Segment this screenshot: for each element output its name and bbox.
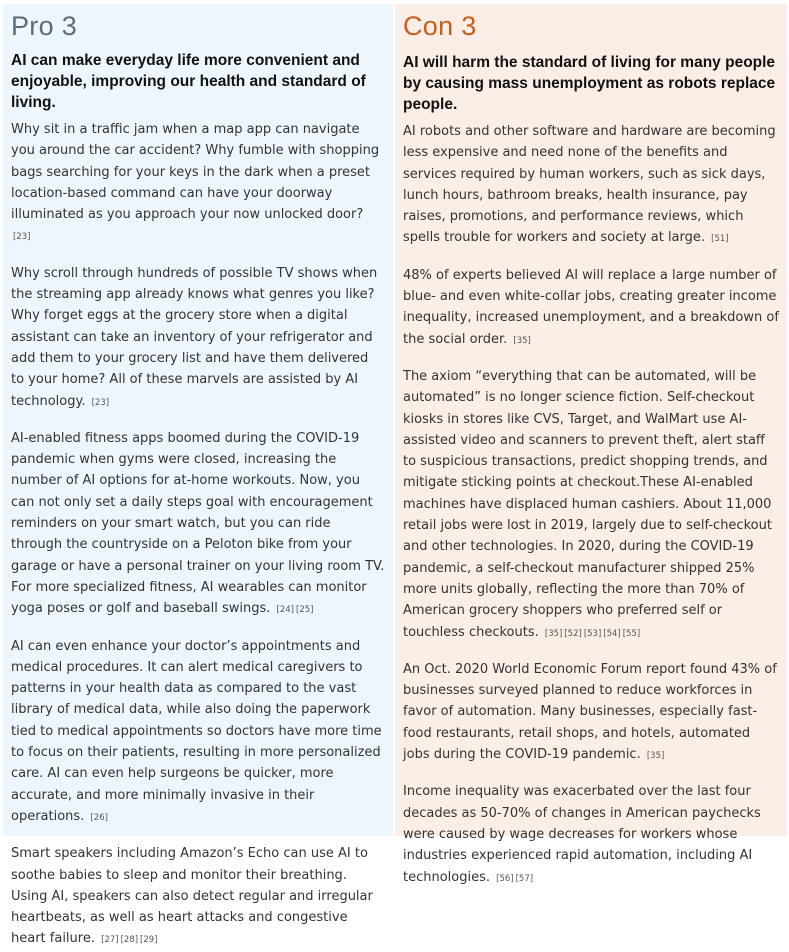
- citation-group: [101, 935, 159, 945]
- paragraph-text: An Oct. 2020 World Economic Forum report found 43% of businesses surveyed planned to reduce workforces in favor of automation. Many businesses, especially fast-food restaurants, retail shops, and hotels, automated jobs during the COVID-19 pandemic.: [403, 661, 777, 763]
- con-paragraph: [403, 366, 779, 645]
- citation-link[interactable]: [27]: [101, 935, 119, 946]
- pro-paragraph: [11, 428, 385, 622]
- paragraph-text: AI can even enhance your doctor’s appointments and medical procedures. It can alert medical caregivers to patterns in your health data as compared to the vast library of medical data, while also doing the paperwork tied to medical appointments so doctors have more time to focus on their patients, resulting in more personalized care. AI can even help surgeons be quicker, more accurate, and more minimally invasive in their operations.: [11, 638, 382, 824]
- citation-link[interactable]: [24]: [276, 605, 294, 616]
- con-title: Con 3: [403, 11, 477, 41]
- paragraph-text: Why sit in a traffic jam when a map app can navigate you around the car accident? Why fumble with shopping bags searching for your keys in the dark when a preset location-based command can have your doorway illuminated as you approach your now unlocked door?: [11, 122, 380, 223]
- citation-link[interactable]: [23]: [91, 397, 110, 408]
- citation-group: [545, 629, 642, 639]
- citation-link[interactable]: [57]: [515, 873, 534, 884]
- paragraph-text: AI robots and other software and hardware are becoming less expensive and need none of the benefits and services required by human workers, such as sick days, lunch hours, bathroom breaks, health insurance, pay raises, promotions, and performance reviews, which spells trouble for workers and society at large.: [403, 124, 776, 246]
- citation-link[interactable]: [35]: [646, 751, 665, 762]
- pro-paragraph: [11, 843, 385, 951]
- citation-group: [277, 605, 316, 615]
- citation-group: [90, 813, 109, 823]
- citation-group: [496, 874, 535, 884]
- pro-paragraph: [11, 119, 385, 249]
- citation-link[interactable]: [25]: [296, 605, 314, 616]
- citation-link[interactable]: [28]: [120, 935, 139, 946]
- paragraph-text: Smart speakers including Amazon’s Echo can use AI to soothe babies to sleep and monitor their breathing. Using AI, speakers can also detect regular and irregular heartbeats, as well as heart attacks and congestive heart failure.: [11, 846, 373, 947]
- con-paragraph: [403, 659, 779, 767]
- paragraph-text: AI-enabled fitness apps boomed during the COVID-19 pandemic when gyms were closed, increasing the number of AI options for at-home workouts. Now, you can not only set a daily steps goal with encouragement reminders on your smart watch, but you can ride through the countryside on a Peloton bike from your garage or have a personal trainer on your living room TV. For more specialized fitness, AI wearables can monitor yoga poses or golf and baseball swings.: [11, 430, 385, 617]
- pro-paragraph: [11, 636, 385, 830]
- con-subtitle: AI will harm the standard of living for many people by causing mass unemployment as robots replace people.: [403, 54, 776, 113]
- citation-link[interactable]: [54]: [603, 628, 621, 639]
- citation-link[interactable]: [29]: [140, 935, 158, 946]
- citation-group: [92, 398, 111, 408]
- con-paragraph: [403, 121, 779, 251]
- citation-link[interactable]: [52]: [564, 628, 582, 639]
- paragraph-text: The axiom “everything that can be automated, will be automated” is no longer science fiction. Self-checkout kiosks in stores like CVS, Target, and WalMart use AI-assisted video and scanners to prevent theft, alert staff to suspicious transactions, predict shopping trends, and mitigate sticking points at checkout.These AI-enabled machines have displaced human cashiers. About 11,000 retail jobs were lost in 2019, largely due to self-checkout and other technologies. In 2020, during the COVID-19 pandemic, a self-checkout manufacturer shipped 25% more units globally, reflecting the more than 70% of American grocery shoppers who preferred self or touchless checkouts.: [403, 368, 772, 640]
- pro-subtitle: AI can make everyday life more convenient and enjoyable, improving our health and standard of living.: [11, 52, 366, 111]
- pro-title: Pro 3: [11, 11, 78, 41]
- citation-link[interactable]: [53]: [583, 628, 602, 639]
- citation-link[interactable]: [23]: [13, 232, 31, 243]
- paragraph-text: Income inequality was exacerbated over the last four decades as 50-70% of changes in American paychecks were caused by wage decreases for workers whose industries experienced rapid automation, including AI technologies.: [403, 784, 761, 885]
- con-column: [395, 4, 787, 885]
- citation-link[interactable]: [56]: [496, 873, 514, 884]
- citation-group: [647, 751, 666, 761]
- paragraph-text: Why scroll through hundreds of possible TV shows when the streaming app already knows what genres you like? Why forget eggs at the grocery store when a digital assistant can take an inventory of your refrigerator and add them to your grocery list and have them delivered to your home? All of these marvels are assisted by AI technology.: [11, 265, 378, 409]
- citation-group: [13, 232, 32, 242]
- citation-link[interactable]: [26]: [90, 812, 108, 823]
- con-paragraph: [403, 781, 779, 889]
- citation-group: [711, 234, 730, 244]
- citation-link[interactable]: [35]: [544, 628, 563, 639]
- citation-link[interactable]: [35]: [513, 335, 531, 346]
- citation-link[interactable]: [51]: [711, 234, 729, 245]
- citation-link[interactable]: [55]: [622, 628, 641, 639]
- con-paragraph: [403, 265, 779, 352]
- paragraph-text: 48% of experts believed AI will replace a large number of blue- and even white-collar jobs, creating greater income inequality, increased unemployment, and a breakdown of the social order.: [403, 267, 779, 347]
- pro-column: [3, 4, 393, 947]
- pro-paragraph: [11, 263, 385, 414]
- citation-group: [513, 336, 532, 346]
